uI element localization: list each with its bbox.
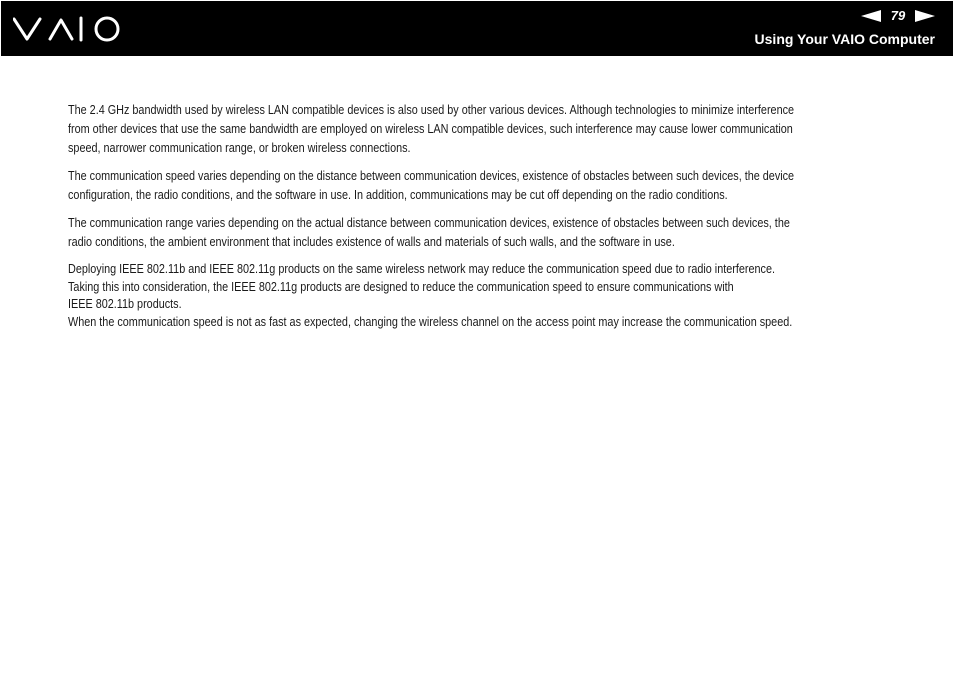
page-navigation bbox=[861, 8, 935, 24]
page-header bbox=[1, 1, 953, 56]
text-line: The communication speed varies depending on the distance between communication devices, existence of obstacles between such devices, the device bbox=[68, 169, 795, 183]
text-line: Deploying IEEE 802.11b and IEEE 802.11g products on the same wireless network may reduce the communication speed due to radio interference. bbox=[68, 262, 776, 276]
text-line: When the communication speed is not as fast as expected, changing the wireless channel on the access point may increase the communication speed. bbox=[68, 314, 793, 329]
next-page-icon[interactable] bbox=[915, 10, 935, 22]
text-line: The 2.4 GHz bandwidth used by wireless LAN compatible devices is also used by other various devices. Although technologies to minimize interference bbox=[68, 103, 795, 117]
page-number: 79 bbox=[890, 8, 906, 23]
text-line: IEEE 802.11b products. bbox=[68, 297, 182, 311]
paragraph-ieee bbox=[68, 261, 928, 331]
text-line: speed, narrower communication range, or broken wireless connections. bbox=[68, 141, 411, 155]
paragraph-speed bbox=[68, 167, 928, 205]
text-line: The communication range varies depending on the actual distance between communication devices, existence of obstacles between such devices, the bbox=[68, 216, 790, 230]
text-line: from other devices that use the same bandwidth are employed on wireless LAN compatible devices, such interference may cause lower communication bbox=[68, 122, 793, 136]
section-title: Using Your VAIO Computer bbox=[754, 31, 935, 47]
vaio-logo bbox=[13, 16, 121, 42]
previous-page-icon[interactable] bbox=[861, 10, 881, 22]
text-line: configuration, the radio conditions, and the software in use. In addition, communications may be cut off depending on the radio conditions. bbox=[68, 188, 728, 202]
text-line: Taking this into consideration, the IEEE 802.11g products are designed to reduce the communication speed to ensure communications with bbox=[68, 279, 734, 294]
paragraph-interference bbox=[68, 101, 928, 158]
body-text bbox=[68, 101, 928, 340]
paragraph-range bbox=[68, 214, 928, 252]
text-line: radio conditions, the ambient environment that includes existence of walls and materials of such walls, and the software in use. bbox=[68, 235, 675, 249]
